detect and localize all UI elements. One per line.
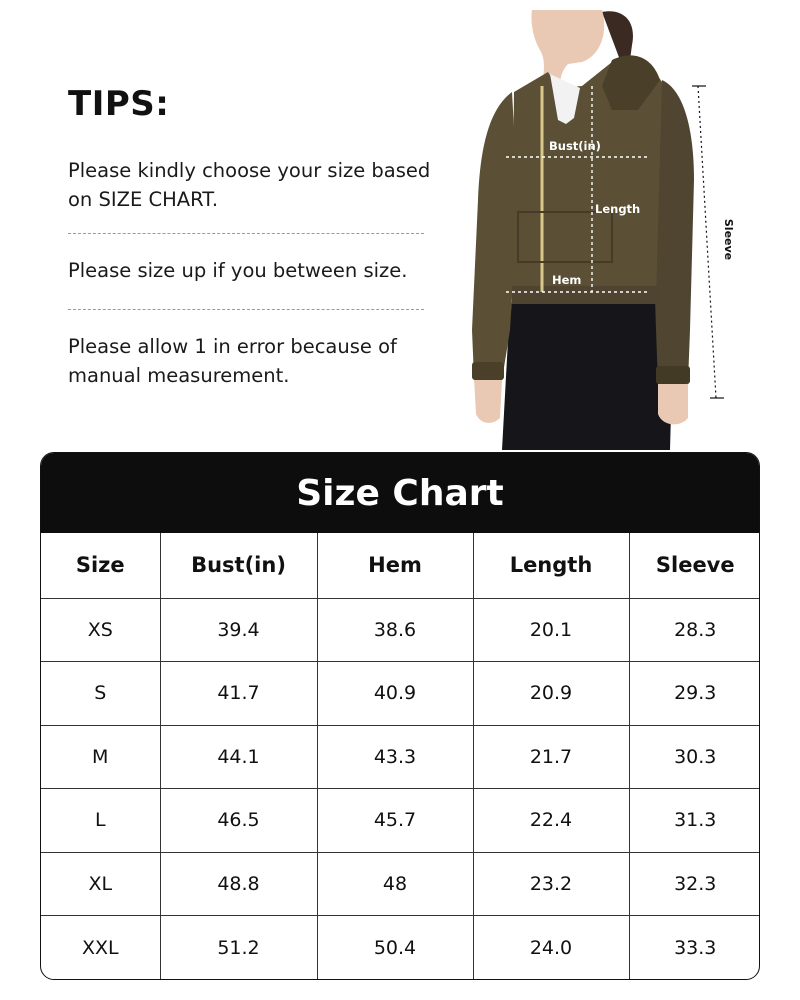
left-cuff xyxy=(472,362,504,380)
cell-length: 23.2 xyxy=(473,852,629,916)
cell-bust: 48.8 xyxy=(160,852,317,916)
right-hand xyxy=(658,382,688,424)
cell-size: L xyxy=(41,789,160,853)
jacket-illustration xyxy=(462,0,800,450)
cell-sleeve: 32.3 xyxy=(629,852,760,916)
sleeve-measure-label: Sleeve xyxy=(722,218,736,261)
tips-divider xyxy=(68,233,424,234)
cell-size: XL xyxy=(41,852,160,916)
table-row xyxy=(41,852,760,916)
cell-sleeve: 33.3 xyxy=(629,916,760,980)
size-chart xyxy=(40,452,760,980)
cell-sleeve: 28.3 xyxy=(629,598,760,662)
size-chart-title: Size Chart xyxy=(41,453,759,533)
leggings xyxy=(502,300,674,450)
table-row xyxy=(41,725,760,789)
sleeve-measure-line xyxy=(698,86,716,398)
table-row xyxy=(41,916,760,980)
table-row xyxy=(41,662,760,726)
cell-length: 20.1 xyxy=(473,598,629,662)
cell-hem: 48 xyxy=(317,852,473,916)
cell-hem: 50.4 xyxy=(317,916,473,980)
bust-measure-label: Bust(in) xyxy=(549,139,601,153)
right-cuff xyxy=(656,366,690,384)
hem-measure-label: Hem xyxy=(552,273,582,287)
cell-bust: 46.5 xyxy=(160,789,317,853)
cell-size: M xyxy=(41,725,160,789)
cell-length: 21.7 xyxy=(473,725,629,789)
cell-hem: 43.3 xyxy=(317,725,473,789)
tip-size-up: Please size up if you between size. xyxy=(68,259,408,282)
cell-sleeve: 31.3 xyxy=(629,789,760,853)
length-measure-label: Length xyxy=(595,202,641,216)
column-header-hem: Hem xyxy=(317,533,473,598)
column-header-sleeve: Sleeve xyxy=(629,533,760,598)
face xyxy=(531,10,604,86)
cell-length: 24.0 xyxy=(473,916,629,980)
cell-sleeve: 30.3 xyxy=(629,725,760,789)
cell-hem: 45.7 xyxy=(317,789,473,853)
size-table xyxy=(41,533,760,979)
cell-sleeve: 29.3 xyxy=(629,662,760,726)
tip-measurement-error: Please allow 1 in error because of manual measurement. xyxy=(68,335,397,387)
cell-bust: 39.4 xyxy=(160,598,317,662)
column-header-bust: Bust(in) xyxy=(160,533,317,598)
cell-size: S xyxy=(41,662,160,726)
model-photo xyxy=(462,0,800,450)
tips-divider xyxy=(68,309,424,310)
left-hand xyxy=(474,378,502,423)
cell-bust: 51.2 xyxy=(160,916,317,980)
cell-bust: 44.1 xyxy=(160,725,317,789)
cell-hem: 40.9 xyxy=(317,662,473,726)
column-header-length: Length xyxy=(473,533,629,598)
table-header-row xyxy=(41,533,760,598)
column-header-size: Size xyxy=(41,533,160,598)
tips-title: TIPS: xyxy=(68,84,170,124)
cell-size: XXL xyxy=(41,916,160,980)
cell-length: 22.4 xyxy=(473,789,629,853)
cell-bust: 41.7 xyxy=(160,662,317,726)
cell-size: XS xyxy=(41,598,160,662)
table-row xyxy=(41,598,760,662)
cell-length: 20.9 xyxy=(473,662,629,726)
hem-band xyxy=(512,286,658,304)
table-row xyxy=(41,789,760,853)
tip-size-chart: Please kindly choose your size based on SIZE CHART. xyxy=(68,159,431,211)
cell-hem: 38.6 xyxy=(317,598,473,662)
